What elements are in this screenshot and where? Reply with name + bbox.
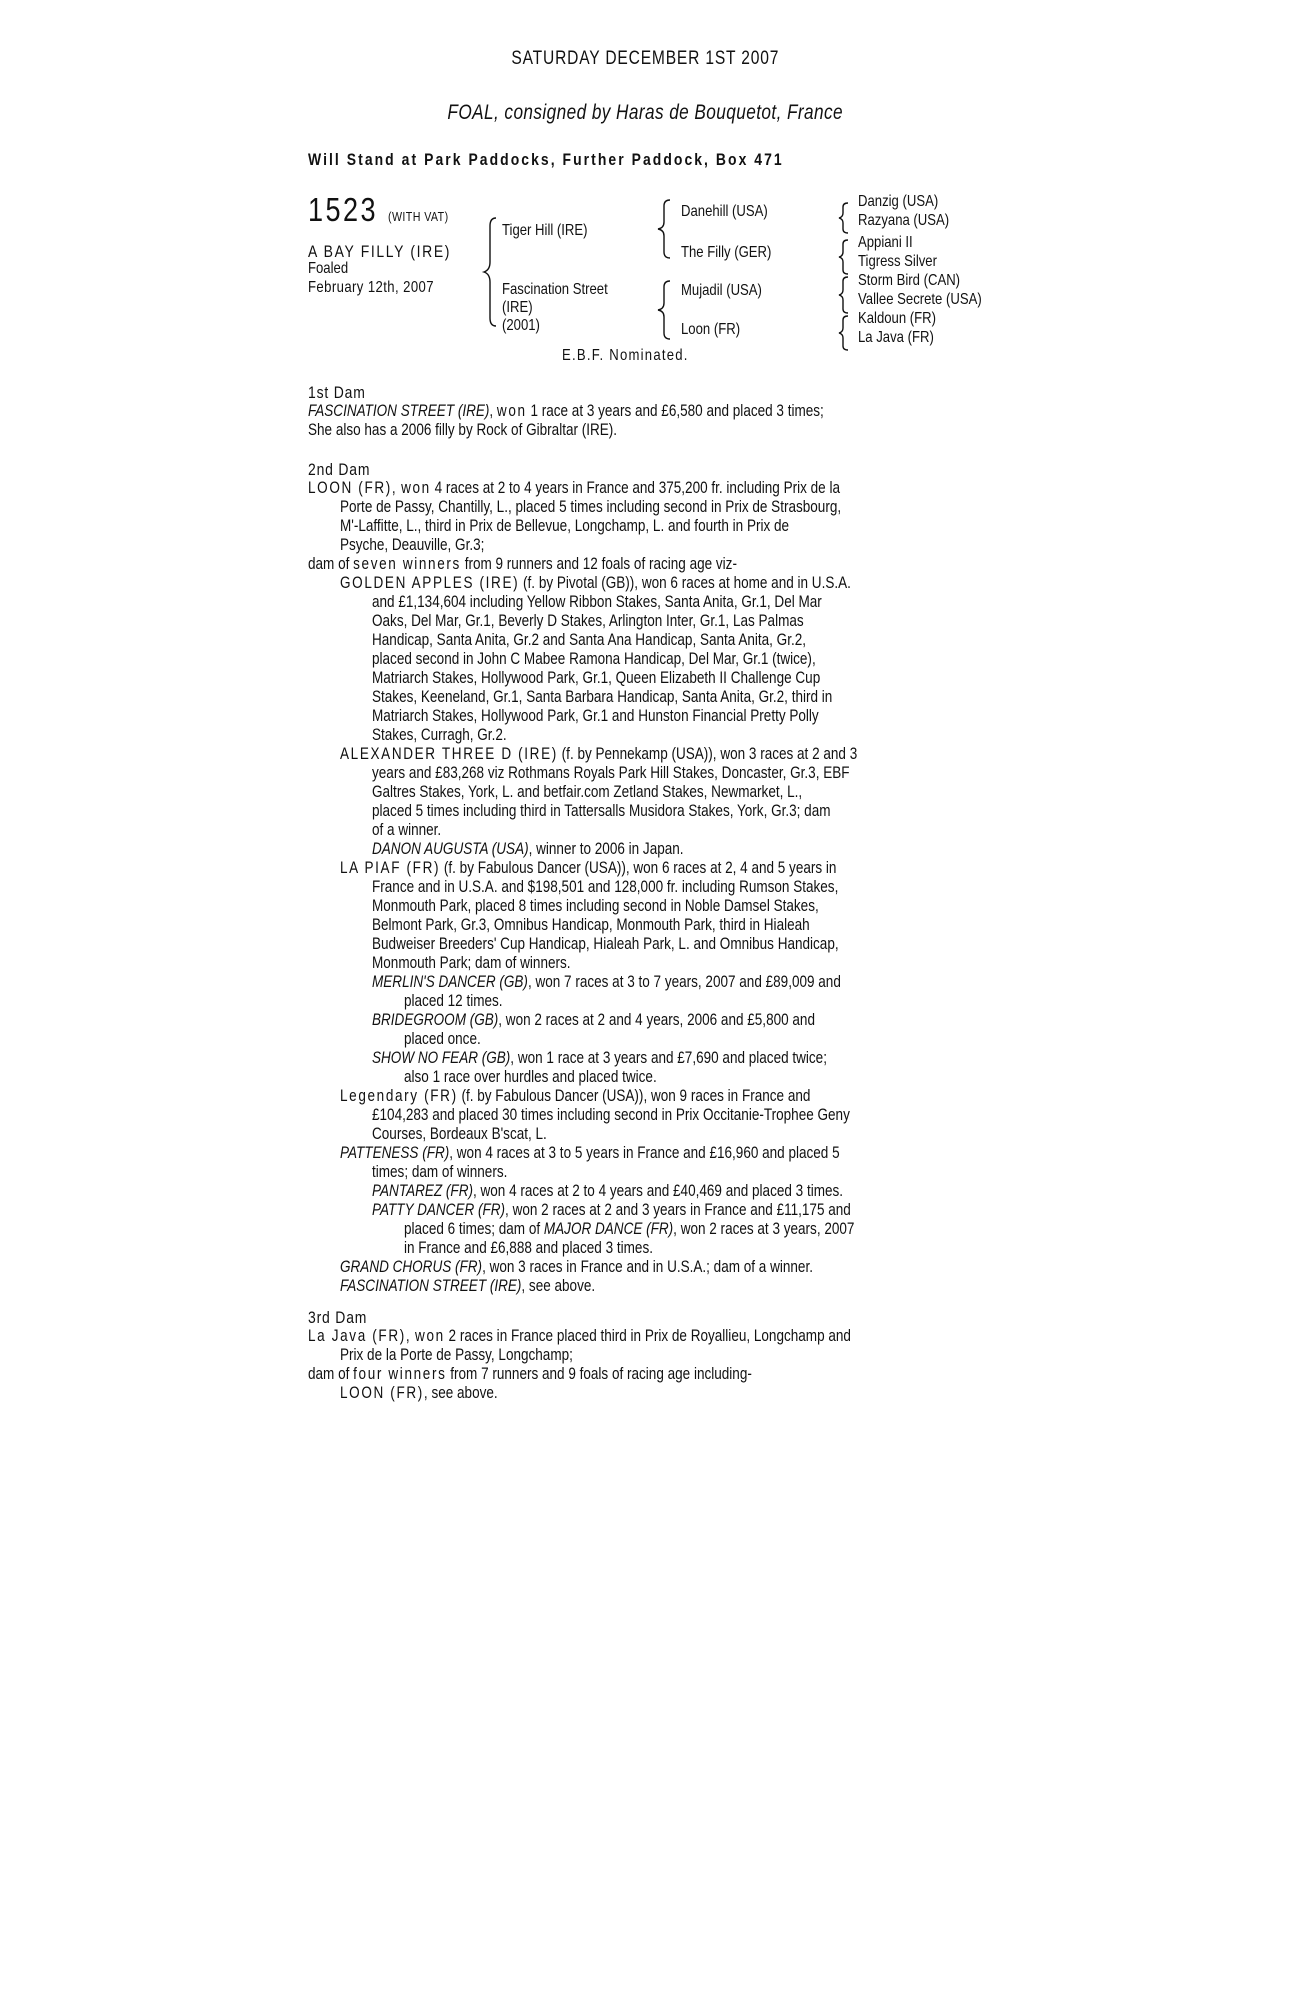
- sire-sire: Danehill (USA): [681, 203, 768, 220]
- gen3-sdd: Tigress Silver: [858, 253, 937, 270]
- dam-of-seven: dam of seven winners from 9 runners and 12 foals of racing age viz-: [308, 555, 737, 573]
- golden-apples-8: Matriarch Stakes, Hollywood Park, Gr.1 and Hunston Financial Pretty Polly: [372, 707, 819, 725]
- la-java-line: La Java (FR), won 2 races in France placed third in Prix de Royallieu, Longchamp and: [308, 1327, 851, 1345]
- patty-dancer-2: placed 6 times; dam of MAJOR DANCE (FR), won 2 races at 3 years, 2007: [404, 1220, 855, 1238]
- foaled-label: Foaled: [308, 260, 349, 277]
- first-dam-heading: 1st Dam: [308, 383, 366, 402]
- merlins-dancer-2: placed 12 times.: [404, 992, 503, 1010]
- la-piaf-line: LA PIAF (FR) (f. by Fabulous Dancer (USA)), won 6 races at 2, 4 and 5 years in: [340, 859, 837, 877]
- alexander-three-d-line: ALEXANDER THREE D (IRE) (f. by Pennekamp (USA)), won 3 races at 2 and 3: [340, 745, 858, 763]
- show-no-fear-2: also 1 race over hurdles and placed twice.: [404, 1068, 657, 1086]
- dam-name-line2: (IRE): [502, 299, 533, 316]
- dam-name-line1: Fascination Street: [502, 281, 608, 298]
- first-dam-line: FASCINATION STREET (IRE), won 1 race at 3 years and £6,580 and placed 3 times;: [308, 402, 824, 420]
- patteness-2: times; dam of winners.: [372, 1163, 508, 1181]
- loon-line: LOON (FR), won 4 races at 2 to 4 years in France and 375,200 fr. including Prix de la: [308, 479, 840, 497]
- gen3-ssd: Razyana (USA): [858, 212, 950, 229]
- sire-name: Tiger Hill (IRE): [502, 222, 588, 239]
- golden-apples-2: and £1,134,604 including Yellow Ribbon Stakes, Santa Anita, Gr.1, Del Mar: [372, 593, 822, 611]
- la-java-2: Prix de la Porte de Passy, Longchamp;: [340, 1346, 573, 1364]
- alexander-2: years and £83,268 viz Rothmans Royals Park Hill Stakes, Doncaster, Gr.3, EBF: [372, 764, 850, 782]
- dam-year: (2001): [502, 317, 540, 334]
- pedigree-brackets: [0, 0, 1290, 360]
- la-piaf-2: France and in U.S.A. and $198,501 and 128,000 fr. including Rumson Stakes,: [372, 878, 839, 896]
- patteness-line: PATTENESS (FR), won 4 races at 3 to 5 years in France and £16,960 and placed 5: [340, 1144, 840, 1162]
- patty-dancer-line: PATTY DANCER (FR), won 2 races at 2 and 3 years in France and £11,175 and: [372, 1201, 851, 1219]
- alexander-5: of a winner.: [372, 821, 442, 839]
- foaled-date: February 12th, 2007: [308, 279, 434, 296]
- la-piaf-5: Budweiser Breeders' Cup Handicap, Hialeah Park, L. and Omnibus Handicap,: [372, 935, 839, 953]
- bridegroom-2: placed once.: [404, 1030, 481, 1048]
- legendary-2: £104,283 and placed 30 times including second in Prix Occitanie-Trophee Geny: [372, 1106, 850, 1124]
- stand-location: Will Stand at Park Paddocks, Further Paddock, Box 471: [308, 150, 784, 169]
- golden-apples-4: Handicap, Santa Anita, Gr.2 and Santa Ana Handicap, Santa Anita, Gr.2,: [372, 631, 807, 649]
- danon-augusta-line: DANON AUGUSTA (USA), winner to 2006 in Japan.: [372, 840, 684, 858]
- gen3-sds: Appiani II: [858, 234, 913, 251]
- second-dam-heading: 2nd Dam: [308, 460, 371, 479]
- gen3-ddd: La Java (FR): [858, 329, 934, 346]
- gen3-dds: Kaldoun (FR): [858, 310, 937, 327]
- bridegroom-line: BRIDEGROOM (GB), won 2 races at 2 and 4 years, 2006 and £5,800 and: [372, 1011, 815, 1029]
- second-dam-section: [308, 460, 1028, 1296]
- golden-apples-9: Stakes, Curragh, Gr.2.: [372, 726, 507, 744]
- dam-sire: Mujadil (USA): [681, 282, 762, 299]
- first-dam-note: She also has a 2006 filly by Rock of Gibraltar (IRE).: [308, 421, 618, 439]
- golden-apples-6: Matriarch Stakes, Hollywood Park, Gr.1, Queen Elizabeth II Challenge Cup: [372, 669, 821, 687]
- vat-note: (WITH VAT): [388, 209, 449, 224]
- legendary-3: Courses, Bordeaux B'scat, L.: [372, 1125, 547, 1143]
- show-no-fear-line: SHOW NO FEAR (GB), won 1 race at 3 years and £7,690 and placed twice;: [372, 1049, 827, 1067]
- patty-dancer-3: in France and £6,888 and placed 3 times.: [404, 1239, 653, 1257]
- golden-apples-5: placed second in John C Mabee Ramona Handicap, Del Mar, Gr.1 (twice),: [372, 650, 816, 668]
- legendary-line: Legendary (FR) (f. by Fabulous Dancer (USA)), won 9 races in France and: [340, 1087, 811, 1105]
- gen3-dss: Storm Bird (CAN): [858, 272, 961, 289]
- la-piaf-6: Monmouth Park; dam of winners.: [372, 954, 571, 972]
- dam-of-four: dam of four winners from 7 runners and 9 foals of racing age including-: [308, 1365, 752, 1383]
- golden-apples-3: Oaks, Del Mar, Gr.1, Beverly D Stakes, Arlington Inter, Gr.1, Las Palmas: [372, 612, 804, 630]
- lot-number: 1523: [308, 191, 379, 228]
- gen3-sss: Danzig (USA): [858, 193, 939, 210]
- first-dam-section: [308, 383, 1028, 440]
- golden-apples-7: Stakes, Keeneland, Gr.1, Santa Barbara Handicap, Santa Anita, Gr.2, third in: [372, 688, 833, 706]
- merlins-dancer-line: MERLIN'S DANCER (GB), won 7 races at 3 to 7 years, 2007 and £89,009 and: [372, 973, 841, 991]
- gen3-dsd: Vallee Secrete (USA): [858, 291, 982, 308]
- pantarez-line: PANTAREZ (FR), won 4 races at 2 to 4 years and £40,469 and placed 3 times.: [372, 1182, 844, 1200]
- alexander-4: placed 5 times including third in Tattersalls Musidora Stakes, York, Gr.3; dam: [372, 802, 831, 820]
- sire-dam: The Filly (GER): [681, 244, 772, 261]
- loon-line-4: Psyche, Deauville, Gr.3;: [340, 536, 485, 554]
- loon-line-2: Porte de Passy, Chantilly, L., placed 5 times including second in Prix de Strasbourg,: [340, 498, 842, 516]
- third-dam-section: [308, 1308, 1028, 1403]
- loon-see-above: LOON (FR), see above.: [340, 1384, 498, 1402]
- alexander-3: Galtres Stakes, York, L. and betfair.com Zetland Stakes, Newmarket, L.,: [372, 783, 803, 801]
- grand-chorus-line: GRAND CHORUS (FR), won 3 races in France and in U.S.A.; dam of a winner.: [340, 1258, 813, 1276]
- loon-line-3: M'-Laffitte, L., third in Prix de Bellevue, Longchamp, L. and fourth in Prix de: [340, 517, 790, 535]
- third-dam-heading: 3rd Dam: [308, 1308, 368, 1327]
- golden-apples-line: GOLDEN APPLES (IRE) (f. by Pivotal (GB)), won 6 races at home and in U.S.A.: [340, 574, 851, 592]
- lot-name: A BAY FILLY (IRE): [308, 242, 452, 261]
- dam-dam: Loon (FR): [681, 321, 741, 338]
- sale-date: SATURDAY DECEMBER 1ST 2007: [511, 48, 779, 69]
- consignor-line: FOAL, consigned by Haras de Bouquetot, France: [447, 101, 843, 124]
- la-piaf-4: Belmont Park, Gr.3, Omnibus Handicap, Monmouth Park, third in Hialeah: [372, 916, 810, 934]
- ebf-nominated: E.B.F. Nominated.: [562, 347, 689, 364]
- fascination-street-line: FASCINATION STREET (IRE), see above.: [340, 1277, 596, 1295]
- la-piaf-3: Monmouth Park, placed 8 times including second in Noble Damsel Stakes,: [372, 897, 819, 915]
